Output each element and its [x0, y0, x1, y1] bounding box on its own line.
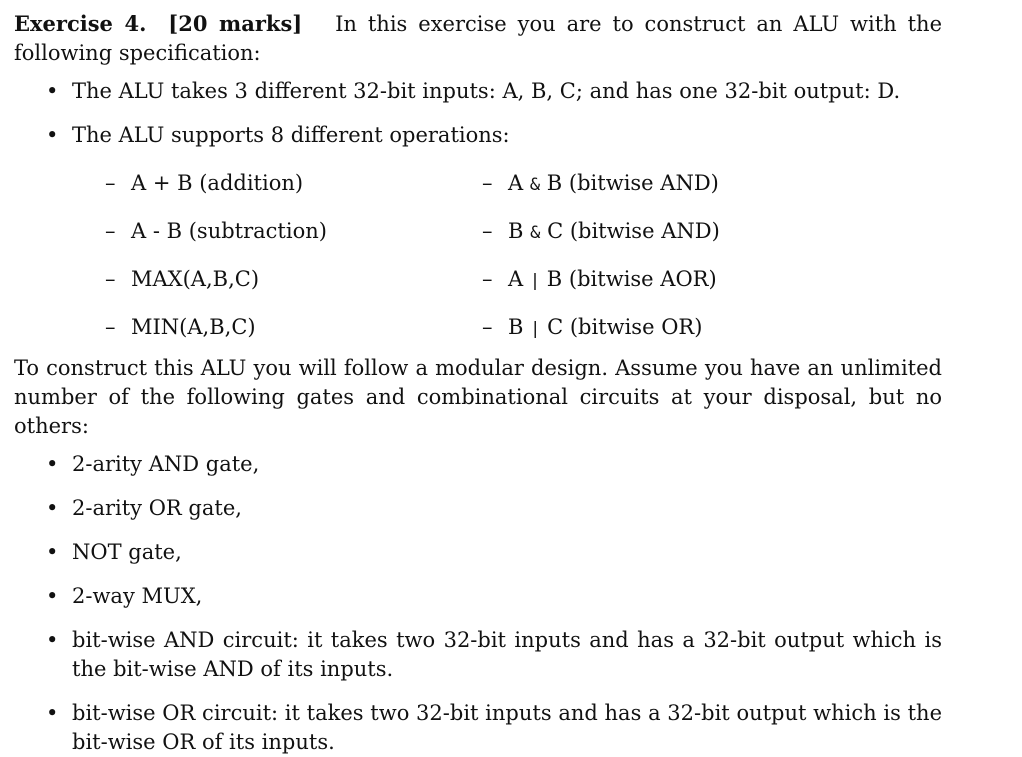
- operation-item: – A + B (addition): [105, 171, 304, 195]
- construction-paragraph: To construct this ALU you will follow a modular design. Assume you have an unlimited number of the following gates and combinational circuits at your disposal, but no others:: [14, 356, 942, 438]
- component-item: • 2-arity AND gate,: [14, 450, 942, 479]
- operation-item: – B | C (bitwise OR): [482, 315, 703, 339]
- component-item: • 2-way MUX,: [14, 582, 942, 611]
- operations-list: [14, 150, 942, 342]
- exercise-label: Exercise 4.: [14, 11, 147, 36]
- exercise-marks: [20 marks]: [168, 11, 303, 36]
- operation-item: – A & B (bitwise AND): [482, 171, 719, 195]
- operation-item: – MIN(A,B,C): [105, 315, 256, 339]
- operation-item: – A | B (bitwise AOR): [482, 267, 717, 291]
- exercise-intro-text: In this exercise you are to construct an ALU with the following specification:: [14, 12, 942, 65]
- exercise-intro: [14, 9, 942, 68]
- component-item: • bit-wise OR circuit: it takes two 32-bit inputs and has a 32-bit output which is the bit-wise OR of its inputs.: [14, 699, 942, 757]
- operation-item: – B & C (bitwise AND): [482, 219, 720, 243]
- spec-item-inputs: • The ALU takes 3 different 32-bit inputs: A, B, C; and has one 32-bit output: D.: [14, 77, 942, 106]
- component-item: • 2-arity OR gate,: [14, 494, 942, 523]
- component-item: • NOT gate,: [14, 538, 942, 567]
- spec-item-operations: • The ALU supports 8 different operations:: [14, 121, 942, 150]
- exercise-page: [14, 9, 942, 757]
- component-item: • bit-wise AND circuit: it takes two 32-bit inputs and has a 32-bit output which is the bit-wise AND of its inputs.: [14, 626, 942, 684]
- operation-item: – A - B (subtraction): [105, 219, 327, 243]
- operation-item: – MAX(A,B,C): [105, 267, 260, 291]
